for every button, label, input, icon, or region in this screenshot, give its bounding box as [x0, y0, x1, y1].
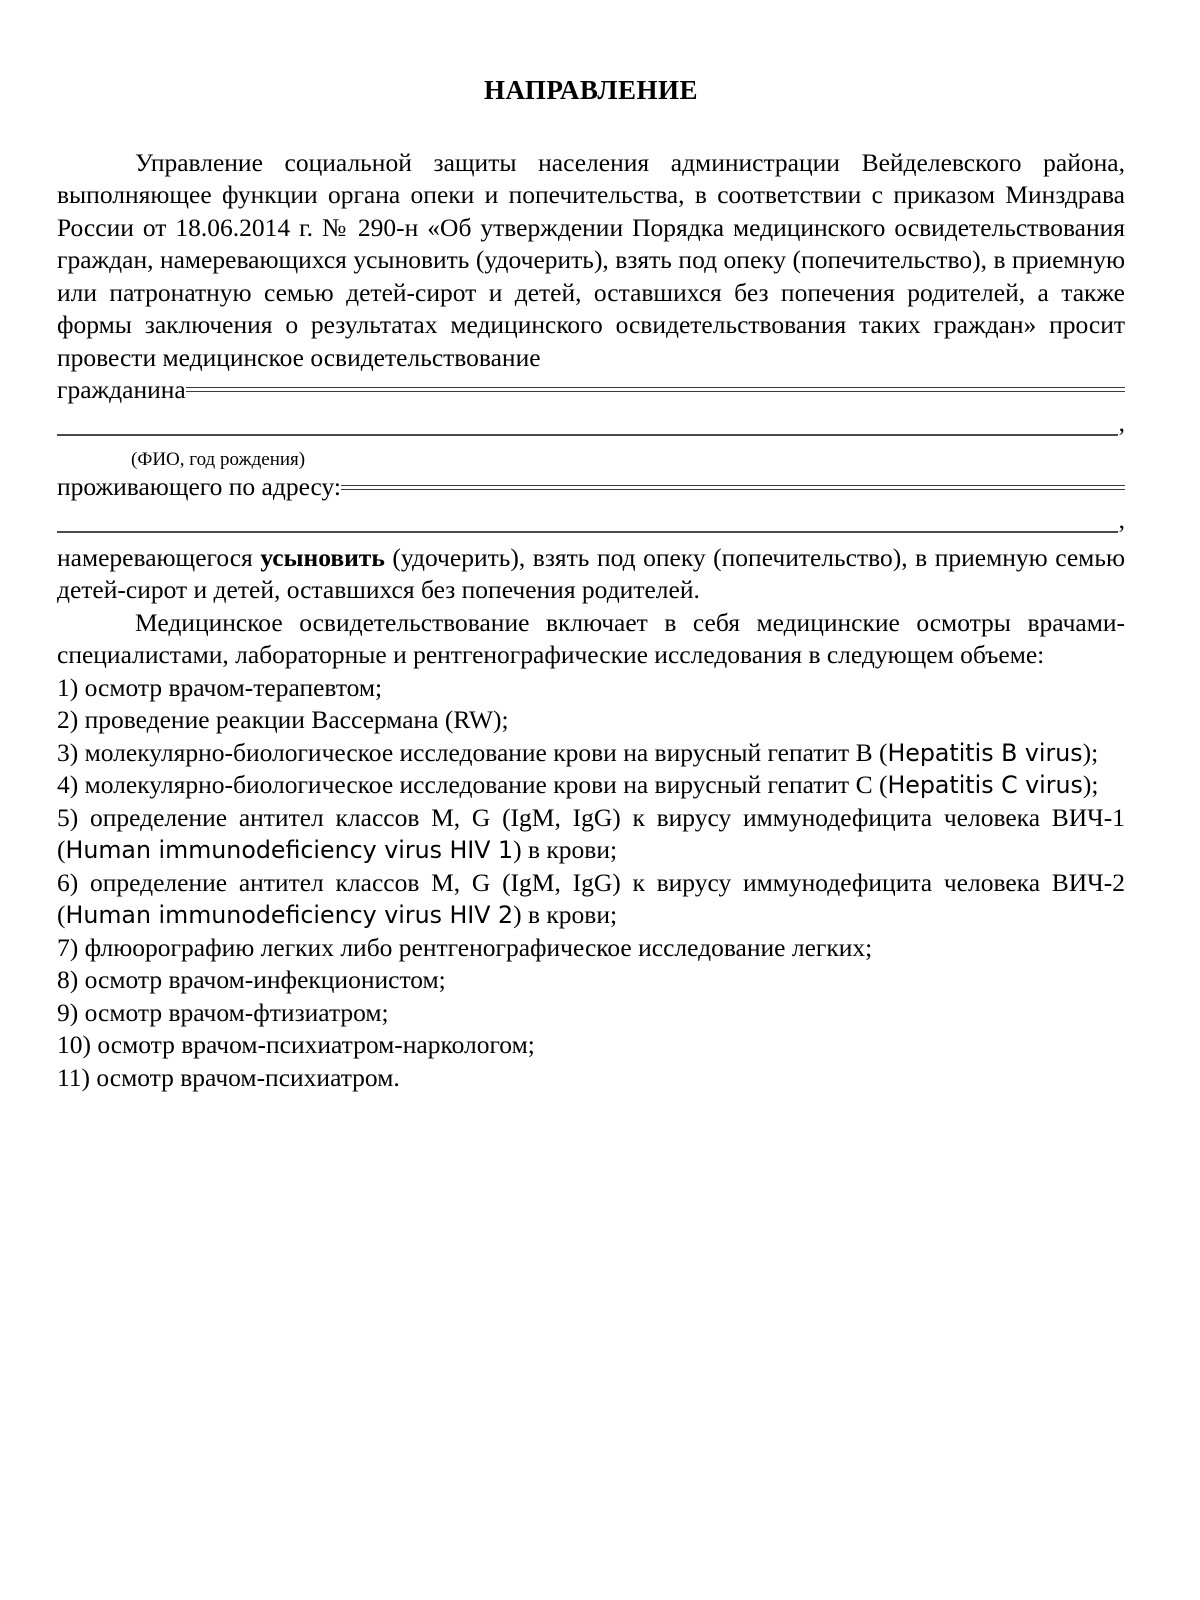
- list-item-text: определение антител классов M, G (IgM, IgG) к вирусу иммунодефицита человека ВИЧ-1 (Human immunodeficiency virus HIV 1) в крови;: [57, 802, 1125, 865]
- scope-paragraph: [57, 607, 1125, 672]
- address-input-rule[interactable]: [341, 485, 1125, 491]
- list-item: [57, 737, 1125, 770]
- list-item-text: флюорографию легких либо рентгенографическое исследование легких;: [84, 932, 873, 962]
- list-item-number: 5): [57, 802, 79, 832]
- list-item-text: осмотр врачом-психиатром.: [96, 1062, 400, 1092]
- citizen-name-continuation-row: [57, 407, 1125, 445]
- fio-caption: (ФИО, год рождения): [131, 448, 306, 470]
- address-continuation-rule[interactable]: [57, 531, 1118, 534]
- intent-prefix: намеревающегося: [57, 542, 261, 572]
- list-item: [57, 704, 1125, 737]
- list-item-text: осмотр врачом-фтизиатром;: [84, 997, 389, 1027]
- address-continuation-row: [57, 504, 1125, 542]
- list-item-number: 9): [57, 997, 79, 1027]
- list-item: [57, 1062, 1125, 1095]
- latin-term: Human immunodeficiency virus HIV 1: [65, 836, 514, 865]
- list-item-number: 7): [57, 932, 79, 962]
- citizen-name-input-rule[interactable]: [186, 387, 1125, 393]
- list-item-number: 4): [57, 770, 79, 800]
- address-continuation-tail: ,: [1118, 504, 1125, 534]
- page-title: НАПРАВЛЕНИЕ: [484, 75, 698, 105]
- list-item-text: определение антител классов M, G (IgM, IgG) к вирусу иммунодефицита человека ВИЧ-2 (Human immunodeficiency virus HIV 2) в крови;: [57, 867, 1125, 930]
- scope-paragraph-text: Медицинское освидетельствование включает в себя медицинские осмотры врачами-специалистами, лабораторные и рентгенографические исследования в следующем объеме:: [57, 607, 1125, 670]
- list-item: [57, 1029, 1125, 1062]
- list-item-number: 10): [57, 1030, 91, 1060]
- list-item-text: молекулярно-биологическое исследование крови на вирусный гепатит C (Hepatitis C virus);: [84, 770, 1099, 800]
- citizen-name-label: гражданина: [57, 375, 186, 405]
- intent-suffix: (удочерить), взять под опеку (попечительство), в приемную семью детей-сирот и детей, оставшихся без попечения родителей.: [57, 542, 1125, 605]
- list-item-number: 8): [57, 965, 79, 995]
- list-item-number: 6): [57, 867, 79, 897]
- list-item-number: 3): [57, 737, 79, 767]
- intent-paragraph: [57, 542, 1125, 607]
- list-item-text: осмотр врачом-инфекционистом;: [84, 965, 446, 995]
- list-item: [57, 997, 1125, 1030]
- intro-paragraph: [57, 147, 1125, 375]
- list-item: [57, 802, 1125, 867]
- citizen-name-continuation-rule[interactable]: [57, 434, 1118, 437]
- list-item-number: 2): [57, 705, 79, 735]
- list-item: [57, 932, 1125, 965]
- latin-term: Hepatitis B virus: [887, 738, 1083, 767]
- list-item-text: осмотр врачом-терапевтом;: [84, 672, 383, 702]
- list-item: [57, 964, 1125, 997]
- document-content: [57, 0, 1125, 1094]
- list-item-number: 11): [57, 1062, 91, 1092]
- list-item: [57, 769, 1125, 802]
- list-item: [57, 867, 1125, 932]
- intent-bold-word: усыновить: [260, 542, 385, 572]
- examination-list: [57, 672, 1125, 1095]
- list-item-text: молекулярно-биологическое исследование крови на вирусный гепатит B (Hepatitis B virus);: [84, 737, 1099, 767]
- latin-term: Hepatitis C virus: [887, 771, 1083, 800]
- citizen-name-continuation-tail: ,: [1118, 407, 1125, 437]
- intro-paragraph-text: Управление социальной защиты населения администрации Вейделевского района, выполняющее функции органа опеки и попечительства, в соответствии с приказом Минздрава России от 18.06.2014 г. № 290-н «Об утверждении Порядка медицинского освидетельствования граждан, намеревающихся усыновить (удочерить), взять под опеку (попечительство), в приемную или патронатную семью детей-сирот и детей, оставшихся без попечения родителей, а также формы заключения о результатах медицинского освидетельствования таких граждан» просит провести медицинское освидетельствование: [57, 147, 1125, 372]
- list-item-text: осмотр врачом-психиатром-наркологом;: [97, 1030, 535, 1060]
- list-item-number: 1): [57, 672, 79, 702]
- citizen-name-field-row: [57, 374, 1125, 407]
- latin-term: Human immunodeficiency virus HIV 2: [65, 901, 514, 930]
- list-item: [57, 672, 1125, 705]
- list-item-text: проведение реакции Вассермана (RW);: [84, 705, 509, 735]
- address-label: проживающего по адресу:: [57, 472, 341, 502]
- address-field-row: [57, 471, 1125, 504]
